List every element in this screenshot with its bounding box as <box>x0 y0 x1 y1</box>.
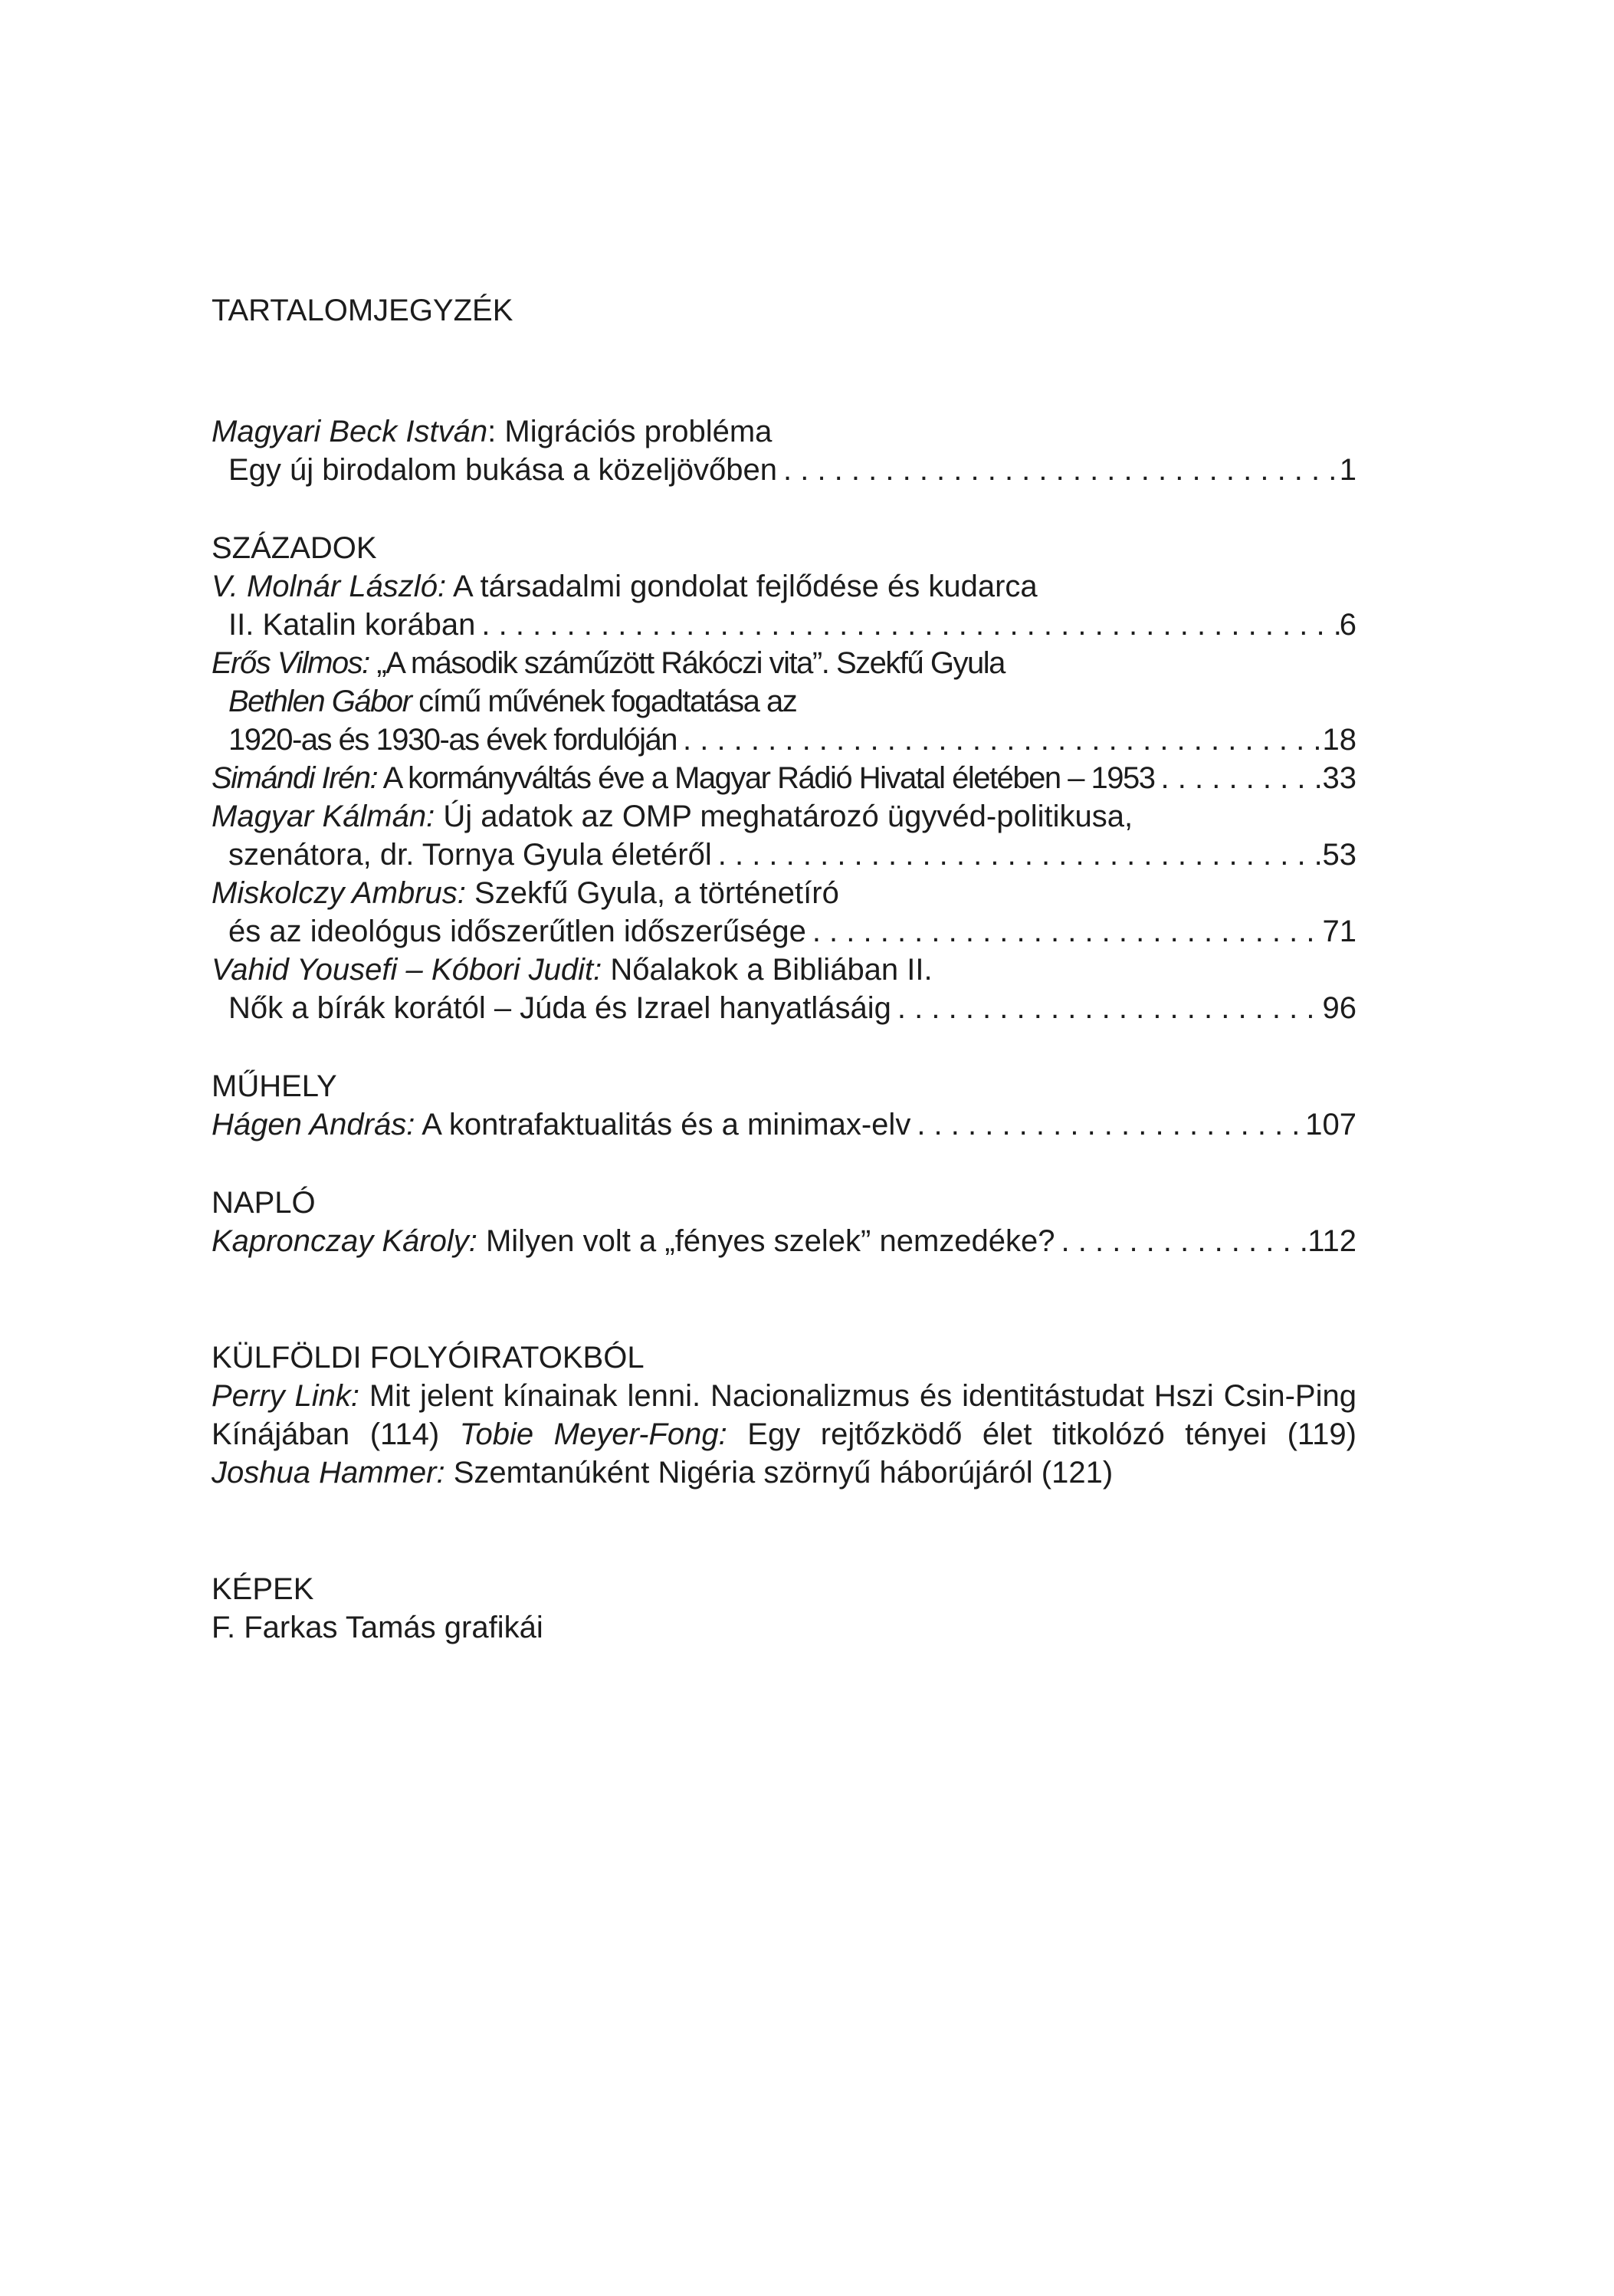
entry-title: Szekfű Gyula, a történetíró <box>474 876 839 910</box>
toc-entry-leader <box>212 721 1356 759</box>
page-number: 107 <box>1305 1108 1356 1141</box>
toc-entry <box>212 759 1356 797</box>
dot-leader <box>475 606 1339 644</box>
page-number: 96 <box>1322 991 1356 1025</box>
page-number: 1 <box>1339 453 1356 487</box>
entry-title: Milyen volt a „fényes szelek” nemzedéke? <box>485 1224 1055 1258</box>
toc-entry-intro-leader <box>212 451 1356 489</box>
entry-author: Simándi Irén: <box>212 761 378 795</box>
toc-entry-leader <box>212 606 1356 644</box>
page-number: 53 <box>1322 838 1356 872</box>
toc-entry <box>212 1105 1356 1144</box>
entry-title-cont: szenátora, dr. Tornya Gyula életéről <box>228 838 712 872</box>
dot-leader <box>1055 1222 1308 1260</box>
entry-title: A kormányváltás éve a Magyar Rádió Hivatal életében – 1953 <box>382 761 1155 795</box>
entry-author: Vahid Yousefi – Kóbori Judit: <box>212 953 602 987</box>
toc-entry-leader <box>212 989 1356 1027</box>
section-heading-kulfoldi: KÜLFÖLDI FOLYÓIRATOKBÓL <box>212 1341 645 1375</box>
toc-entry-leader <box>212 836 1356 874</box>
entry-title: A kontrafaktualitás és a minimax-elv <box>422 1108 911 1141</box>
dot-leader <box>1155 759 1323 797</box>
dot-leader <box>806 912 1323 951</box>
dot-leader <box>891 989 1323 1027</box>
section-heading-szazadok: SZÁZADOK <box>212 531 377 565</box>
entry-author: Magyar Kálmán: <box>212 800 435 833</box>
entry-title: Nőalakok a Bibliában II. <box>610 953 933 987</box>
entry-author: Kapronczay Károly: <box>212 1224 477 1258</box>
table-of-contents <box>212 291 1356 1647</box>
toc-entry-cont <box>212 682 1356 721</box>
entry-title-cont: és az ideológus időszerűtlen időszerűsége <box>228 915 806 948</box>
dot-leader <box>677 721 1323 759</box>
entry-title-cont: Nők a bírák korától – Júda és Izrael hanyatlásáig <box>228 991 891 1025</box>
entry-title: Mit jelent kínainak lenni. Nacionalizmus és identitástudat Hszi Csin-Ping Kínájában (114) <box>212 1379 1356 1451</box>
entry-title-cont: 1920-as és 1930-as évek fordulóján <box>228 723 677 757</box>
dot-leader <box>777 451 1340 489</box>
entry-title: A társadalmi gondolat fejlődése és kudarca <box>452 570 1038 603</box>
toc-entry-intro: Magyari Beck István: Migrációs probléma <box>212 415 773 448</box>
toc-entry <box>212 874 1356 912</box>
entry-author: Joshua Hammer: <box>212 1456 445 1490</box>
entry-author: Miskolczy Ambrus: <box>212 876 466 910</box>
toc-entry <box>212 567 1356 606</box>
entry-author: Erős Vilmos: <box>212 646 369 680</box>
toc-entry <box>212 797 1356 836</box>
page-number: 18 <box>1322 723 1356 757</box>
foreign-journals-paragraph <box>212 1377 1356 1492</box>
entry-title: Egy rejtőzködő élet titkolózó tényei (119) <box>747 1417 1356 1451</box>
page-number: 71 <box>1322 915 1356 948</box>
toc-entry-leader <box>212 912 1356 951</box>
entry-title: Szemtanúként Nigéria szörnyű háborújáról (121) <box>453 1456 1114 1490</box>
page-title: TARTALOMJEGYZÉK <box>212 294 513 327</box>
entry-author: Magyari Beck István <box>212 415 488 448</box>
dot-leader <box>910 1105 1305 1144</box>
toc-entry <box>212 951 1356 989</box>
section-heading-kepek: KÉPEK <box>212 1572 314 1606</box>
toc-entry <box>212 1222 1356 1260</box>
entry-author: Hágen András: <box>212 1108 415 1141</box>
page-number: 33 <box>1322 761 1356 795</box>
dot-leader <box>712 836 1323 874</box>
book-title: Bethlen Gábor <box>228 685 412 718</box>
page-number: 112 <box>1307 1224 1356 1258</box>
page-number: 6 <box>1339 608 1356 642</box>
section-heading-naplo: NAPLÓ <box>212 1186 316 1220</box>
entry-title-cont: című művének fogadtatása az <box>418 685 797 718</box>
entry-author: V. Molnár László: <box>212 570 447 603</box>
entry-title: Új adatok az OMP meghatározó ügyvéd-politikusa, <box>443 800 1133 833</box>
entry-title: Migrációs probléma <box>504 415 773 448</box>
entry-title: „A második száműzött Rákóczi vita”. Szekfű Gyula <box>376 646 1005 680</box>
entry-author: Perry Link: <box>212 1379 359 1413</box>
images-credit: F. Farkas Tamás grafikái <box>212 1611 543 1644</box>
entry-title-cont: II. Katalin korában <box>228 608 476 642</box>
section-heading-muhely: MŰHELY <box>212 1069 337 1103</box>
entry-author: Tobie Meyer-Fong: <box>459 1417 727 1451</box>
entry-title-cont: Egy új birodalom bukása a közeljövőben <box>228 453 777 487</box>
toc-entry <box>212 644 1356 682</box>
